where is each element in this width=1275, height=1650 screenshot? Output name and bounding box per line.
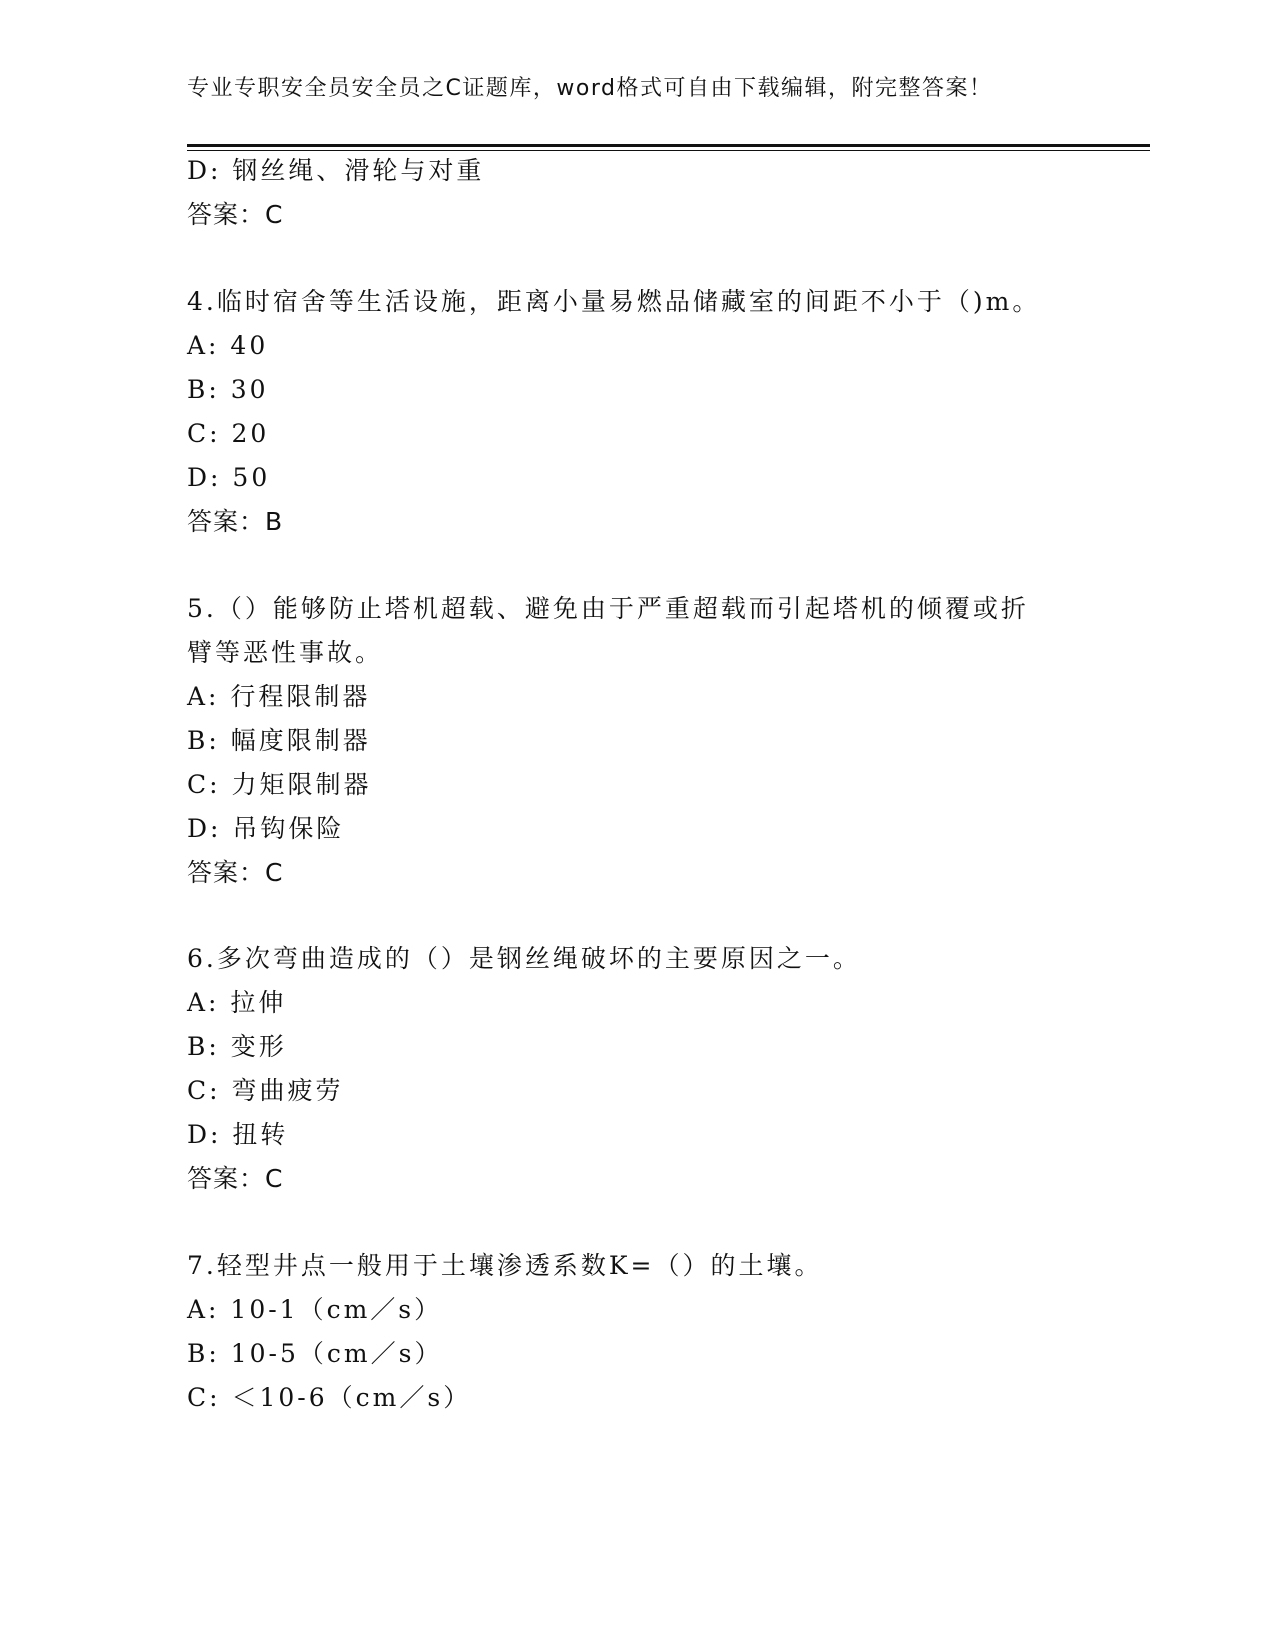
question-stem-continued: 臂等恶性事故。 [187, 638, 384, 667]
option-d: D: 扭转 [187, 1120, 289, 1149]
answer: 答案：C [187, 1164, 284, 1193]
option-a: A: 行程限制器 [187, 682, 371, 711]
option-b: B: 30 [187, 375, 269, 404]
option-b: B: 变形 [187, 1032, 287, 1061]
answer: 答案：B [187, 507, 284, 536]
option-c: C: 弯曲疲劳 [187, 1076, 344, 1105]
question-stem: 7.轻型井点一般用于土壤渗透系数K=（）的土壤。 [187, 1251, 823, 1280]
option-a: A: 10-1（cm／s） [187, 1295, 443, 1324]
question-stem: 6.多次弯曲造成的（）是钢丝绳破坏的主要原因之一。 [187, 944, 861, 973]
question-stem: 5.（）能够防止塔机超载、避免由于严重超载而引起塔机的倾覆或折 [187, 594, 1029, 623]
option-b: B: 10-5（cm／s） [187, 1339, 443, 1368]
option-c: C: 20 [187, 419, 270, 448]
question-stem: 4.临时宿舍等生活设施，距离小量易燃品储藏室的间距不小于（)m。 [187, 287, 1041, 316]
answer: 答案：C [187, 200, 284, 229]
option-b: B: 幅度限制器 [187, 726, 371, 755]
option-a: A: 拉伸 [187, 988, 287, 1017]
option-d: D: 钢丝绳、滑轮与对重 [187, 156, 485, 185]
page-header: 专业专职安全员安全员之C证题库，word格式可自由下载编辑，附完整答案！ [187, 76, 993, 101]
option-c: C: ＜10-6（cm／s） [187, 1383, 472, 1412]
header-rule-thin [187, 150, 1150, 151]
option-d: D: 50 [187, 463, 271, 492]
header-rule-thick [187, 144, 1150, 147]
option-a: A: 40 [187, 331, 269, 360]
option-d: D: 吊钩保险 [187, 814, 345, 843]
answer: 答案：C [187, 858, 284, 887]
option-c: C: 力矩限制器 [187, 770, 372, 799]
